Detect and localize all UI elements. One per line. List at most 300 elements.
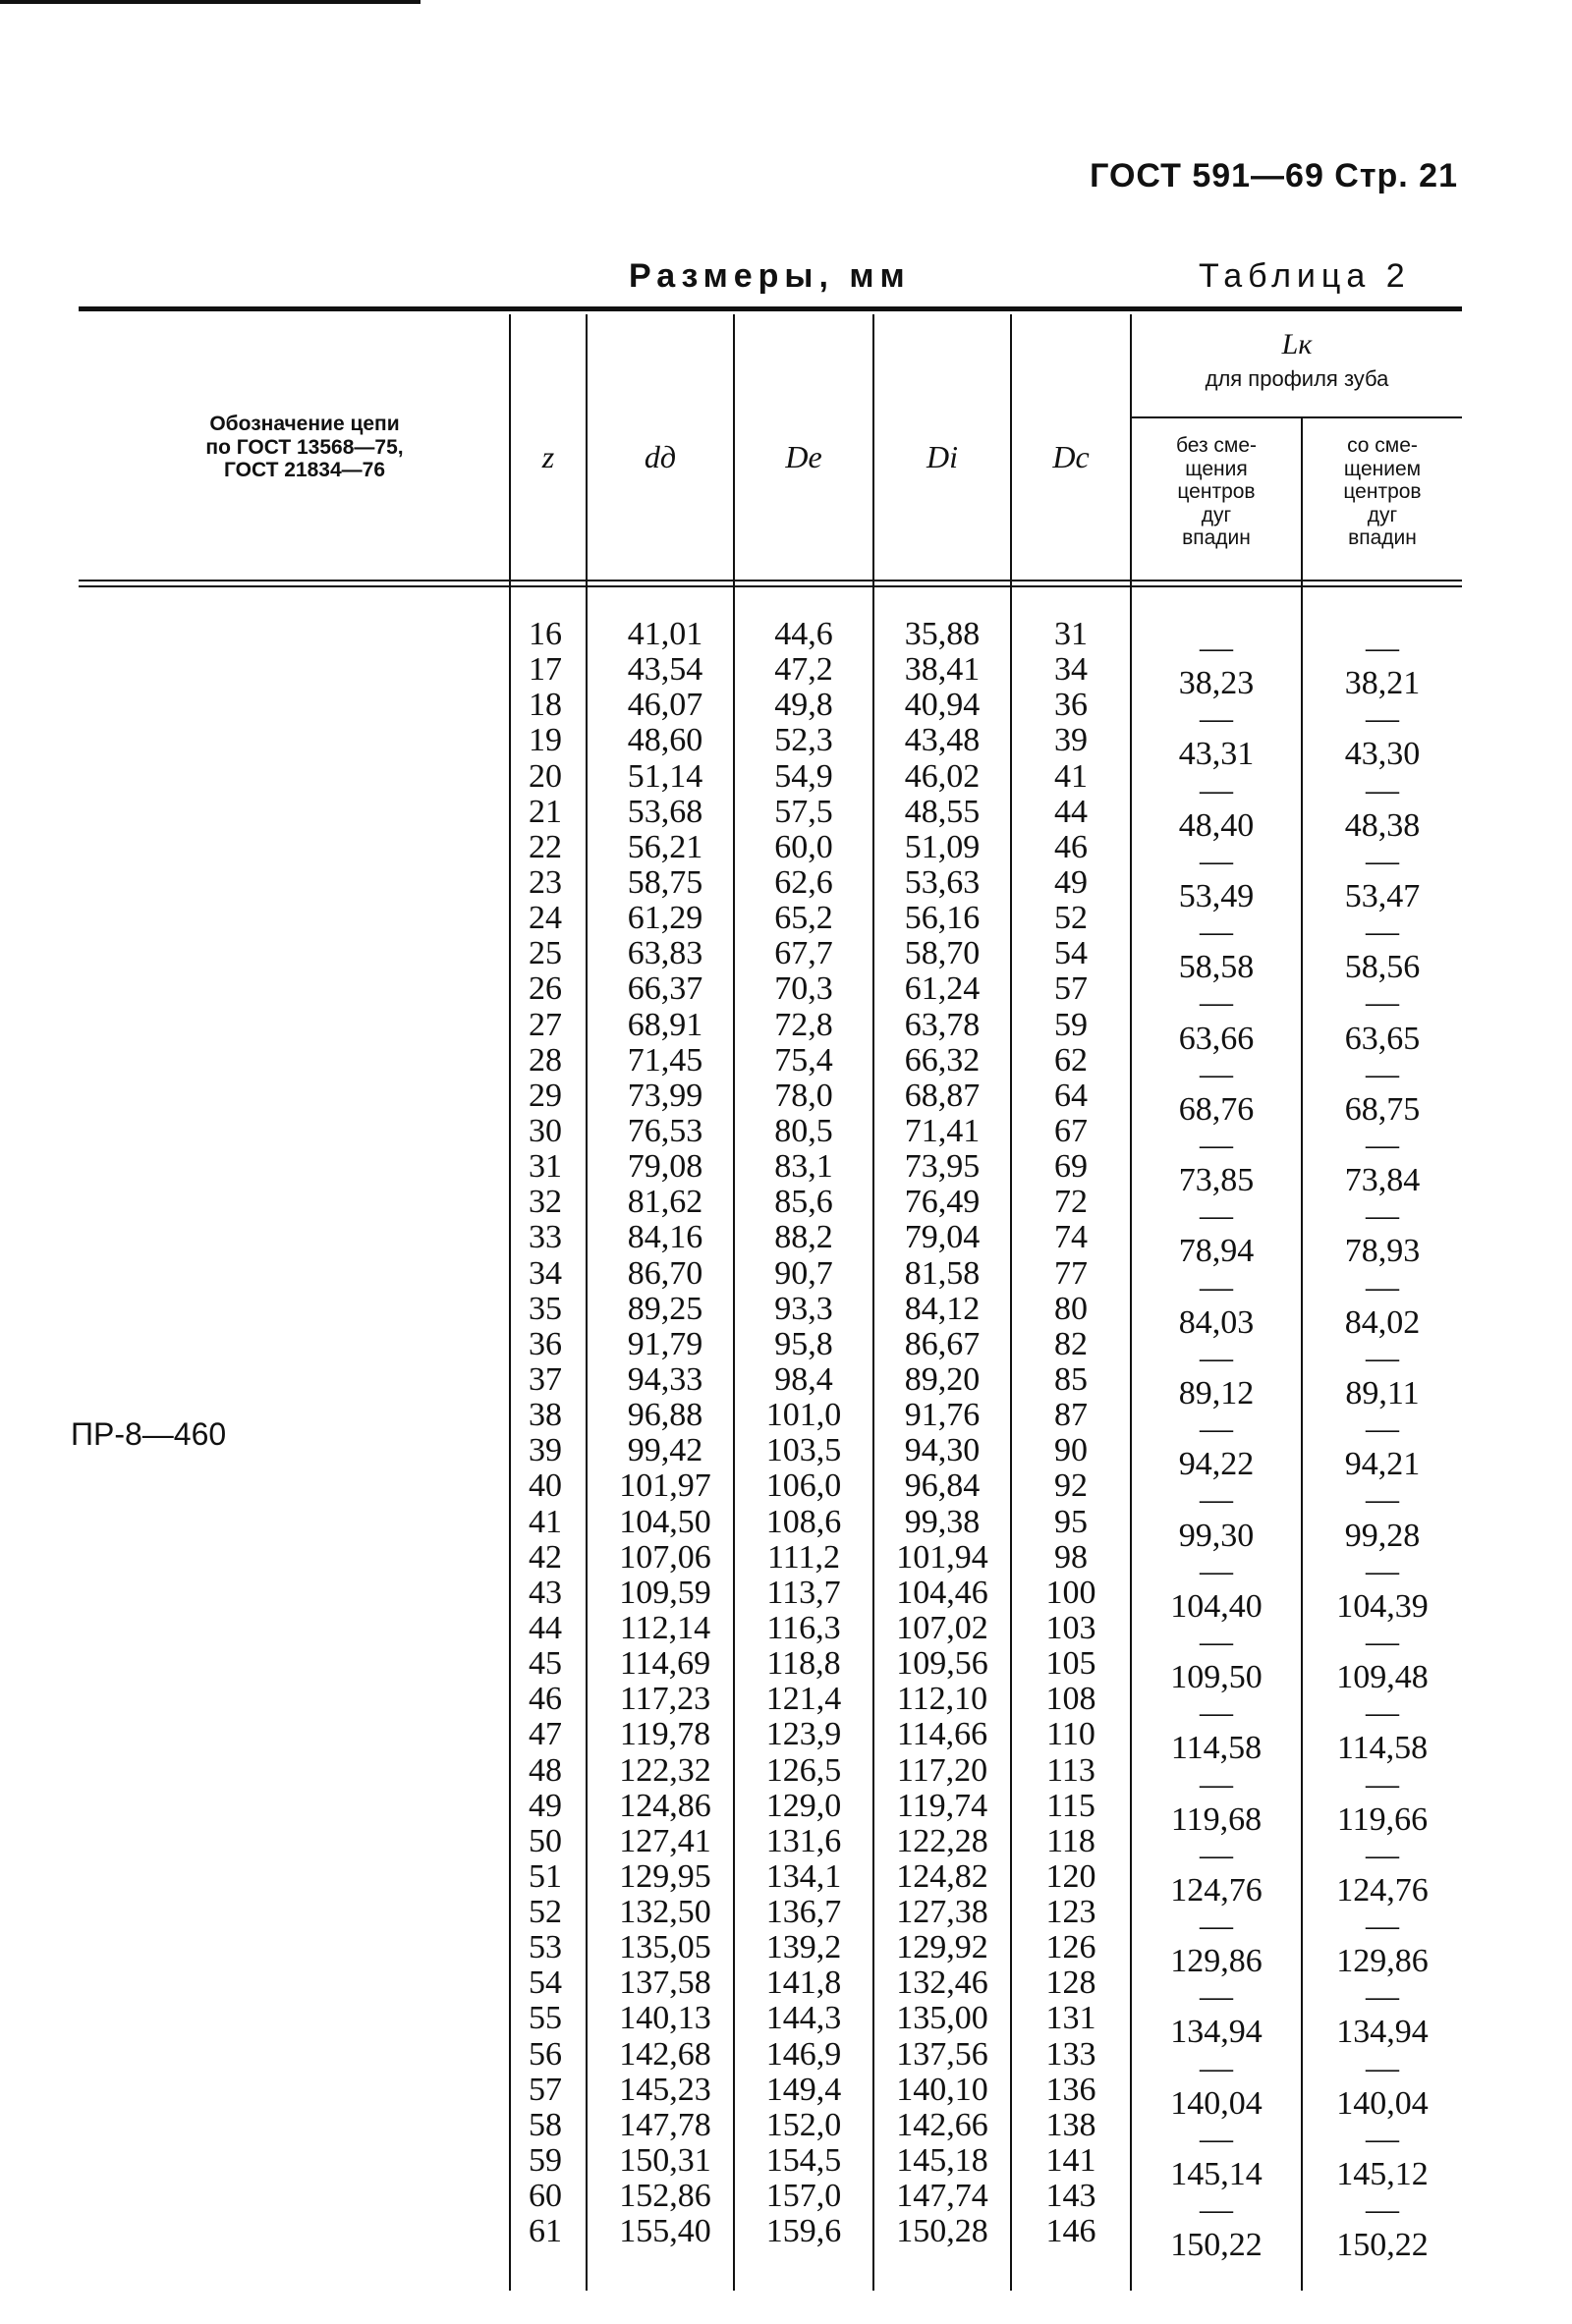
cell-lk-no-shift: 99,30 [1178, 1517, 1255, 1554]
cell-de: 60,0 [774, 828, 833, 865]
cell-di: 104,46 [896, 1574, 988, 1611]
cell-lk-shift: — [1366, 2049, 1399, 2086]
cell-di: 127,38 [896, 1894, 988, 1931]
cell-dd: 140,13 [619, 2000, 711, 2037]
cell-lk-no-shift: 150,22 [1170, 2227, 1263, 2264]
cell-lk-no-shift: — [1200, 1836, 1233, 1873]
cell-z: 29 [529, 1077, 562, 1114]
cell-z: 37 [529, 1360, 562, 1398]
cell-de: 116,3 [766, 1609, 841, 1646]
cell-lk-no-shift: 109,50 [1170, 1659, 1263, 1696]
cell-lk-no-shift: 43,31 [1178, 736, 1255, 773]
table-row [0, 651, 1572, 702]
column-header-designation: Обозначение цепи по ГОСТ 13568—75, ГОСТ 21834—76 [205, 413, 404, 482]
cell-de: 52,3 [774, 722, 833, 759]
cell-lk-no-shift: — [1200, 1126, 1233, 1163]
cell-z: 40 [529, 1467, 562, 1505]
cell-di: 140,10 [896, 2071, 988, 2108]
cell-dd: 132,50 [619, 1894, 711, 1931]
table-row [0, 828, 1572, 879]
cell-lk-shift: — [1366, 1055, 1399, 1092]
cell-lk-no-shift: 119,68 [1170, 1800, 1263, 1838]
cell-dd: 86,70 [627, 1254, 703, 1292]
cell-z: 54 [529, 1964, 562, 2002]
column-header-lk-no-shift: без сме- щения центров дуг впадин [1175, 434, 1258, 550]
cell-z: 51 [529, 1857, 562, 1895]
cell-dd: 66,37 [627, 970, 703, 1008]
cell-lk-no-shift: 114,58 [1170, 1730, 1263, 1767]
cell-dc: 136 [1045, 2071, 1096, 2108]
cell-lk-no-shift: 89,12 [1178, 1374, 1255, 1411]
cell-dc: 54 [1054, 935, 1088, 972]
cell-z: 39 [529, 1432, 562, 1469]
cell-de: 88,2 [774, 1219, 833, 1256]
cell-lk-no-shift: 124,76 [1170, 1871, 1263, 1909]
cell-de: 157,0 [765, 2178, 842, 2215]
cell-lk-shift: 134,94 [1336, 2014, 1429, 2051]
cell-de: 159,6 [765, 2213, 842, 2250]
table-row [0, 1467, 1572, 1519]
cell-dc: 143 [1045, 2178, 1096, 2215]
cell-lk-shift: 53,47 [1344, 877, 1421, 914]
cell-dc: 74 [1054, 1219, 1088, 1256]
cell-lk-shift: 89,11 [1345, 1374, 1420, 1411]
cell-de: 70,3 [774, 970, 833, 1008]
cell-de: 131,6 [765, 1822, 842, 1859]
cell-dc: 120 [1045, 1857, 1096, 1895]
cell-di: 56,16 [904, 900, 981, 937]
cell-dc: 80 [1054, 1290, 1088, 1327]
cell-de: 123,9 [765, 1716, 842, 1753]
cell-dc: 31 [1054, 616, 1088, 652]
cell-di: 122,28 [896, 1822, 988, 1859]
cell-de: 126,5 [765, 1751, 842, 1789]
cell-dd: 63,83 [627, 935, 703, 972]
cell-dd: 122,32 [619, 1751, 711, 1789]
cell-dc: 34 [1054, 651, 1088, 689]
cell-lk-no-shift: — [1200, 913, 1233, 951]
cell-lk-shift: — [1366, 913, 1399, 951]
cell-lk-shift: — [1366, 1268, 1399, 1305]
table-row [0, 1360, 1572, 1411]
cell-di: 51,09 [904, 828, 981, 865]
cell-dd: 58,75 [627, 863, 703, 901]
cell-dd: 53,68 [627, 793, 703, 830]
cell-z: 48 [529, 1751, 562, 1789]
cell-di: 68,87 [904, 1077, 981, 1114]
table-row [0, 1538, 1572, 1589]
table-top-rule [79, 306, 1462, 311]
cell-lk-shift: — [1366, 1339, 1399, 1376]
table-row [0, 1751, 1572, 1802]
cell-dc: 118 [1046, 1822, 1095, 1859]
cell-lk-no-shift: 73,85 [1178, 1162, 1255, 1199]
cell-de: 111,2 [767, 1538, 840, 1576]
cell-dd: 142,68 [619, 2035, 711, 2073]
cell-di: 119,74 [896, 1787, 988, 1824]
table-row [0, 1894, 1572, 1945]
cell-di: 81,58 [904, 1254, 981, 1292]
table-row [0, 722, 1572, 773]
cell-dd: 104,50 [619, 1503, 711, 1540]
cell-lk-shift: — [1366, 1126, 1399, 1163]
cell-dd: 129,95 [619, 1857, 711, 1895]
cell-di: 86,67 [904, 1325, 981, 1362]
cell-lk-shift: 84,02 [1344, 1303, 1421, 1341]
cell-de: 134,1 [765, 1857, 842, 1895]
cell-di: 76,49 [904, 1184, 981, 1221]
table-row [0, 2142, 1572, 2193]
cell-dc: 82 [1054, 1325, 1088, 1362]
table-row [0, 1716, 1572, 1767]
cell-dd: 96,88 [627, 1397, 703, 1434]
cell-de: 149,4 [765, 2071, 842, 2108]
lk-header-rule [1130, 416, 1462, 418]
table-row [0, 1006, 1572, 1057]
cell-lk-shift: — [1366, 1765, 1399, 1802]
cell-di: 89,20 [904, 1360, 981, 1398]
cell-lk-no-shift: 140,04 [1170, 2084, 1263, 2122]
cell-dd: 152,86 [619, 2178, 711, 2215]
cell-lk-no-shift: 48,40 [1178, 806, 1255, 844]
cell-dd: 48,60 [627, 722, 703, 759]
cell-lk-no-shift: 145,14 [1170, 2156, 1263, 2193]
cell-dc: 49 [1054, 863, 1088, 901]
cell-lk-no-shift: — [1200, 1694, 1233, 1732]
cell-de: 83,1 [774, 1148, 833, 1186]
cell-dd: 150,31 [619, 2142, 711, 2180]
cell-lk-no-shift: — [1200, 1268, 1233, 1305]
cell-di: 117,20 [896, 1751, 988, 1789]
cell-di: 79,04 [904, 1219, 981, 1256]
cell-z: 22 [529, 828, 562, 865]
cell-dd: 117,23 [619, 1681, 711, 1718]
cell-z: 26 [529, 970, 562, 1008]
cell-z: 17 [529, 651, 562, 689]
cell-z: 25 [529, 935, 562, 972]
cell-lk-shift: — [1366, 1481, 1399, 1519]
cell-dc: 126 [1045, 1929, 1096, 1966]
cell-lk-shift: 48,38 [1344, 806, 1421, 844]
cell-dd: 61,29 [627, 900, 703, 937]
cell-lk-no-shift: — [1200, 2049, 1233, 2086]
cell-dc: 57 [1054, 970, 1088, 1008]
cell-dd: 114,69 [619, 1645, 711, 1683]
cell-de: 146,9 [765, 2035, 842, 2073]
cell-z: 16 [529, 616, 562, 652]
table-row [0, 1184, 1572, 1235]
table-row [0, 1112, 1572, 1163]
cell-lk-no-shift: — [1200, 1623, 1233, 1660]
cell-z: 45 [529, 1645, 562, 1683]
cell-de: 113,7 [766, 1574, 841, 1611]
table-row [0, 1645, 1572, 1696]
cell-lk-no-shift: — [1200, 1552, 1233, 1589]
cell-de: 129,0 [765, 1787, 842, 1824]
cell-di: 63,78 [904, 1006, 981, 1043]
cell-dc: 36 [1054, 687, 1088, 724]
table-row [0, 2000, 1572, 2051]
cell-dc: 105 [1045, 1645, 1096, 1683]
cell-lk-shift: — [1366, 1908, 1399, 1945]
cell-dd: 71,45 [627, 1041, 703, 1079]
table-row [0, 2035, 1572, 2086]
column-header-z: z [541, 439, 555, 474]
cell-z: 53 [529, 1929, 562, 1966]
cell-lk-shift: — [1366, 771, 1399, 808]
cell-lk-no-shift: 78,94 [1178, 1233, 1255, 1270]
cell-dd: 107,06 [619, 1538, 711, 1576]
cell-de: 49,8 [774, 687, 833, 724]
cell-de: 118,8 [766, 1645, 841, 1683]
cell-dc: 95 [1054, 1503, 1088, 1540]
cell-dc: 90 [1054, 1432, 1088, 1469]
cell-dc: 77 [1054, 1254, 1088, 1292]
cell-di: 132,46 [896, 1964, 988, 2002]
cell-lk-no-shift: — [1200, 1055, 1233, 1092]
cell-dd: 84,16 [627, 1219, 703, 1256]
cell-lk-shift: 38,21 [1344, 665, 1421, 702]
table-row [0, 1503, 1572, 1554]
cell-lk-shift: 150,22 [1336, 2227, 1429, 2264]
table-row [0, 1609, 1572, 1660]
cell-z: 28 [529, 1041, 562, 1079]
cell-z: 57 [529, 2071, 562, 2108]
cell-de: 154,5 [765, 2142, 842, 2180]
cell-lk-no-shift: — [1200, 1197, 1233, 1235]
cell-de: 93,3 [774, 1290, 833, 1327]
cell-dd: 68,91 [627, 1006, 703, 1043]
table-row [0, 616, 1572, 666]
cell-de: 152,0 [765, 2106, 842, 2143]
cell-z: 55 [529, 2000, 562, 2037]
cell-dd: 89,25 [627, 1290, 703, 1327]
cell-lk-no-shift: — [1200, 700, 1233, 738]
cell-di: 142,66 [896, 2106, 988, 2143]
cell-z: 24 [529, 900, 562, 937]
cell-di: 109,56 [896, 1645, 988, 1683]
cell-di: 101,94 [896, 1538, 988, 1576]
cell-z: 49 [529, 1787, 562, 1824]
cell-lk-shift: 63,65 [1344, 1020, 1421, 1057]
cell-lk-shift: — [1366, 1552, 1399, 1589]
cell-lk-shift: 145,12 [1336, 2156, 1429, 2193]
cell-z: 35 [529, 1290, 562, 1327]
cell-de: 80,5 [774, 1112, 833, 1149]
cell-de: 98,4 [774, 1360, 833, 1398]
cell-z: 23 [529, 863, 562, 901]
cell-dd: 41,01 [627, 616, 703, 652]
cell-lk-no-shift: 129,86 [1170, 1943, 1263, 1980]
cell-de: 141,8 [765, 1964, 842, 2002]
table-row [0, 1077, 1572, 1128]
table-row [0, 863, 1572, 914]
table-row [0, 1964, 1572, 2016]
cell-lk-shift: — [1366, 1978, 1399, 2016]
cell-lk-no-shift: 38,23 [1178, 665, 1255, 702]
cell-lk-shift: 68,75 [1344, 1090, 1421, 1128]
cell-dc: 115 [1046, 1787, 1095, 1824]
cell-lk-no-shift: — [1200, 1481, 1233, 1519]
cell-di: 112,10 [896, 1681, 988, 1718]
table-row [0, 935, 1572, 986]
cell-dd: 112,14 [619, 1609, 711, 1646]
cell-de: 121,4 [765, 1681, 842, 1718]
cell-lk-shift: — [1366, 842, 1399, 879]
cell-dc: 133 [1045, 2035, 1096, 2073]
cell-lk-shift: 94,21 [1344, 1446, 1421, 1483]
cell-di: 150,28 [896, 2213, 988, 2250]
cell-z: 32 [529, 1184, 562, 1221]
units-caption: Размеры, мм [629, 257, 911, 295]
cell-z: 52 [529, 1894, 562, 1931]
table-row [0, 970, 1572, 1022]
table-row [0, 1254, 1572, 1305]
table-row [0, 900, 1572, 951]
cell-z: 38 [529, 1397, 562, 1434]
cell-lk-shift: — [1366, 2120, 1399, 2157]
table-body [0, 616, 1572, 2264]
cell-dc: 87 [1054, 1397, 1088, 1434]
cell-dc: 85 [1054, 1360, 1088, 1398]
cell-de: 72,8 [774, 1006, 833, 1043]
cell-di: 58,70 [904, 935, 981, 972]
table-row [0, 687, 1572, 738]
cell-lk-shift: — [1366, 1694, 1399, 1732]
cell-di: 35,88 [904, 616, 981, 652]
cell-lk-no-shift: — [1200, 1765, 1233, 1802]
cell-de: 103,5 [765, 1432, 842, 1469]
cell-dc: 113 [1046, 1751, 1095, 1789]
table-row [0, 1857, 1572, 1909]
cell-dc: 62 [1054, 1041, 1088, 1079]
cell-dc: 138 [1045, 2106, 1096, 2143]
cell-di: 43,48 [904, 722, 981, 759]
table-row [0, 2213, 1572, 2264]
table-row [0, 1290, 1572, 1341]
cell-lk-no-shift: — [1200, 1908, 1233, 1945]
cell-di: 71,41 [904, 1112, 981, 1149]
cell-z: 61 [529, 2213, 562, 2250]
cell-lk-no-shift: — [1200, 1411, 1233, 1448]
cell-dd: 101,97 [619, 1467, 711, 1505]
cell-lk-no-shift: — [1200, 771, 1233, 808]
cell-di: 73,95 [904, 1148, 981, 1186]
cell-dc: 141 [1045, 2142, 1096, 2180]
table-row [0, 2106, 1572, 2157]
cell-di: 94,30 [904, 1432, 981, 1469]
table-row [0, 757, 1572, 808]
cell-z: 31 [529, 1148, 562, 1186]
cell-de: 78,0 [774, 1077, 833, 1114]
cell-di: 84,12 [904, 1290, 981, 1327]
cell-dc: 64 [1054, 1077, 1088, 1114]
cell-lk-shift: — [1366, 1197, 1399, 1235]
table-row [0, 1787, 1572, 1838]
cell-z: 30 [529, 1112, 562, 1149]
cell-dd: 145,23 [619, 2071, 711, 2108]
cell-de: 144,3 [765, 2000, 842, 2037]
cell-di: 147,74 [896, 2178, 988, 2215]
cell-di: 137,56 [896, 2035, 988, 2073]
cell-z: 59 [529, 2142, 562, 2180]
table-row [0, 1219, 1572, 1270]
table-row [0, 793, 1572, 844]
table-row [0, 1325, 1572, 1376]
table-row [0, 1041, 1572, 1092]
cell-dd: 147,78 [619, 2106, 711, 2143]
cell-lk-no-shift: 53,49 [1178, 877, 1255, 914]
cell-lk-no-shift: — [1200, 630, 1233, 666]
cell-de: 65,2 [774, 900, 833, 937]
cell-di: 96,84 [904, 1467, 981, 1505]
cell-di: 124,82 [896, 1857, 988, 1895]
cell-di: 38,41 [904, 651, 981, 689]
cell-z: 56 [529, 2035, 562, 2073]
table-row [0, 2071, 1572, 2122]
cell-dc: 128 [1045, 1964, 1096, 2002]
cell-dc: 46 [1054, 828, 1088, 865]
cell-dd: 79,08 [627, 1148, 703, 1186]
cell-dd: 81,62 [627, 1184, 703, 1221]
cell-lk-shift: — [1366, 2191, 1399, 2229]
cell-lk-shift: 58,56 [1344, 949, 1421, 986]
cell-lk-shift: — [1366, 1623, 1399, 1660]
cell-de: 90,7 [774, 1254, 833, 1292]
cell-dc: 123 [1045, 1894, 1096, 1931]
column-header-lk: Lк [1281, 328, 1313, 360]
cell-dc: 100 [1045, 1574, 1096, 1611]
table-row [0, 1681, 1572, 1732]
cell-de: 85,6 [774, 1184, 833, 1221]
cell-z: 58 [529, 2106, 562, 2143]
cell-z: 50 [529, 1822, 562, 1859]
cell-dd: 109,59 [619, 1574, 711, 1611]
cell-de: 106,0 [765, 1467, 842, 1505]
cell-z: 60 [529, 2178, 562, 2215]
cell-lk-shift: 104,39 [1336, 1587, 1429, 1625]
cell-di: 53,63 [904, 863, 981, 901]
cell-di: 61,24 [904, 970, 981, 1008]
cell-lk-shift: 43,30 [1344, 736, 1421, 773]
column-header-dc: Dc [1052, 439, 1090, 474]
cell-dd: 94,33 [627, 1360, 703, 1398]
cell-lk-no-shift: — [1200, 2120, 1233, 2157]
cell-z: 18 [529, 687, 562, 724]
cell-dc: 92 [1054, 1467, 1088, 1505]
cell-lk-shift: 109,48 [1336, 1659, 1429, 1696]
cell-dd: 124,86 [619, 1787, 711, 1824]
cell-dc: 59 [1054, 1006, 1088, 1043]
cell-lk-no-shift: 84,03 [1178, 1303, 1255, 1341]
table-caption: Таблица 2 [1199, 257, 1411, 295]
table-row [0, 1148, 1572, 1199]
cell-dc: 131 [1045, 2000, 1096, 2037]
cell-dd: 91,79 [627, 1325, 703, 1362]
cell-dd: 127,41 [619, 1822, 711, 1859]
cell-de: 47,2 [774, 651, 833, 689]
column-header-di: Di [926, 439, 958, 474]
cell-de: 44,6 [774, 616, 833, 652]
cell-lk-no-shift: — [1200, 842, 1233, 879]
header-bottom-rule-double [79, 585, 1462, 587]
cell-lk-shift: 119,66 [1336, 1800, 1429, 1838]
cell-dd: 135,05 [619, 1929, 711, 1966]
cell-lk-no-shift: 104,40 [1170, 1587, 1263, 1625]
cell-di: 99,38 [904, 1503, 981, 1540]
chain-designation: ПР-8—460 [71, 1416, 227, 1452]
cell-z: 19 [529, 722, 562, 759]
